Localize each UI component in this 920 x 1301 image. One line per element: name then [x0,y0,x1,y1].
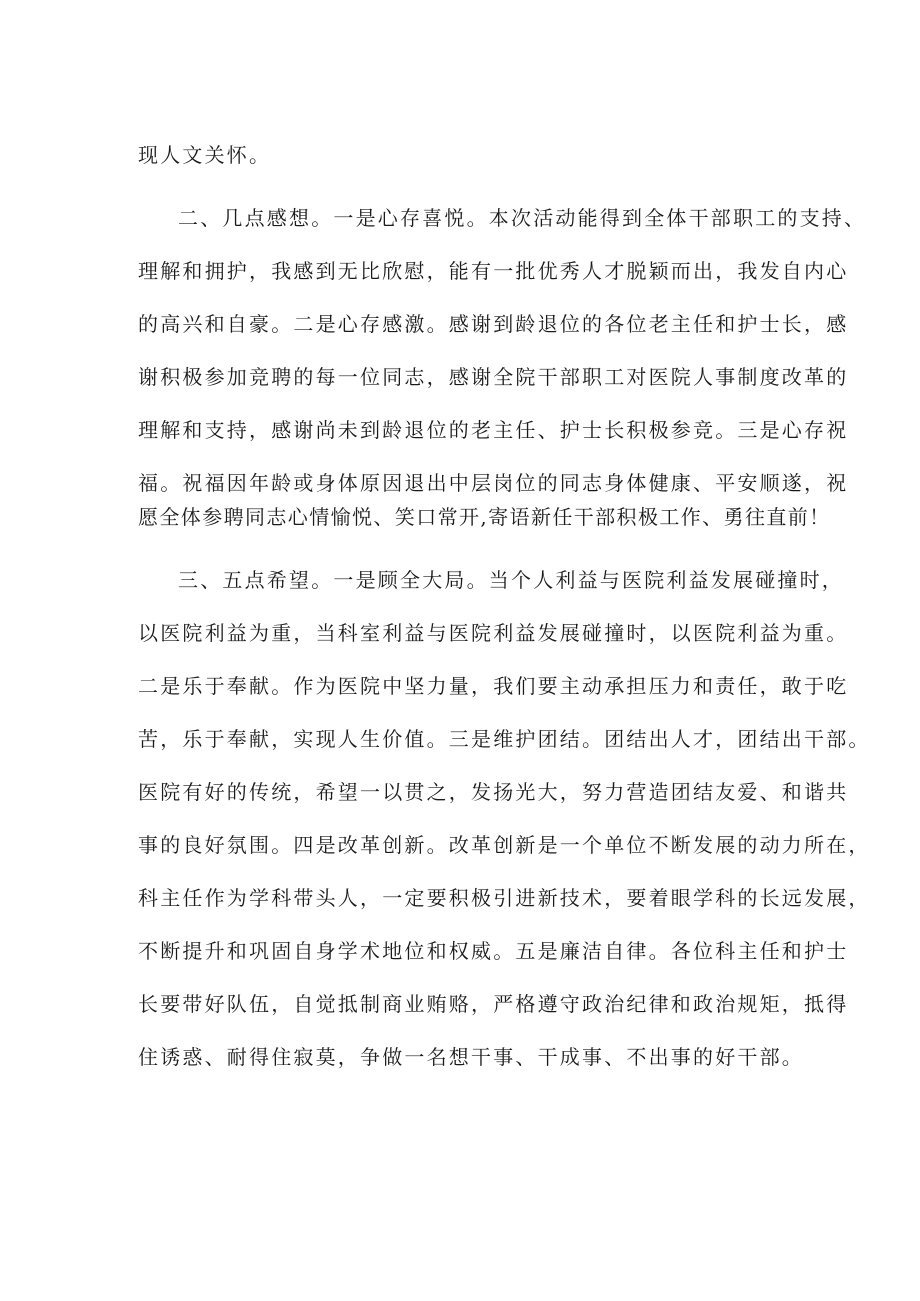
paragraph-2-line-4: 谢积极参加竞聘的每一位同志，感谢全院干部职工对医院人事制度改革的 [138,365,849,389]
paragraph-2-line-2: 理解和拥护，我感到无比欣慰，能有一批优秀人才脱颖而出，我发自内心 [138,259,849,283]
paragraph-3-line-6: 事的良好氛围。四是改革创新。改革创新是一个单位不断发展的动力所在， [138,833,871,857]
paragraph-3-line-2: 以医院利益为重，当科室利益与医院利益发展碰撞时，以医院利益为重。 [138,621,849,645]
paragraph-3-line-4: 苦，乐于奉献，实现人生价值。三是维护团结。团结出人才，团结出干部。 [138,727,871,751]
paragraph-3-line-10: 住诱惑、耐得住寂莫，争做一名想干事、干成事、不出事的好干部。 [138,1045,804,1069]
paragraph-3-line-9: 长要带好队伍，自觉抵制商业贿赂，严格遵守政治纪律和政治规矩，抵得 [138,992,849,1016]
paragraph-3-line-3: 二是乐于奉献。作为医院中坚力量，我们要主动承担压力和责任，敢于吃 [138,674,849,698]
paragraph-2-line-5: 理解和支持，感谢尚未到龄退位的老主任、护士长积极参竞。三是心存祝 [138,418,849,442]
paragraph-1-line-1: 现人文关怀。 [138,143,272,167]
paragraph-2-line-1: 二、几点感想。一是心存喜悦。本次活动能得到全体干部职工的支持、 [178,206,867,230]
paragraph-3-line-5: 医院有好的传统，希望一以贯之，发扬光大，努力营造团结友爱、和谐共 [138,780,849,804]
paragraph-2-line-3: 的高兴和自豪。二是心存感激。感谢到龄退位的各位老主任和护士长，感 [138,312,849,336]
paragraph-3-line-1: 三、五点希望。一是顾全大局。当个人利益与医院利益发展碰撞时， [178,568,844,592]
paragraph-2-line-6: 福。祝福因年龄或身体原因退出中层岗位的同志身体健康、平安顺遂，祝 [138,471,849,495]
paragraph-3-line-7: 科主任作为学科带头人，一定要积极引进新技术，要着眼学科的长远发展， [138,886,871,910]
paragraph-2-line-7: 愿全体参聘同志心情愉悦、笑口常开,寄语新任干部积极工作、勇往直前！ [138,505,831,529]
paragraph-3-line-8: 不断提升和巩固自身学术地位和权威。五是廉洁自律。各位科主任和护士 [138,939,849,963]
